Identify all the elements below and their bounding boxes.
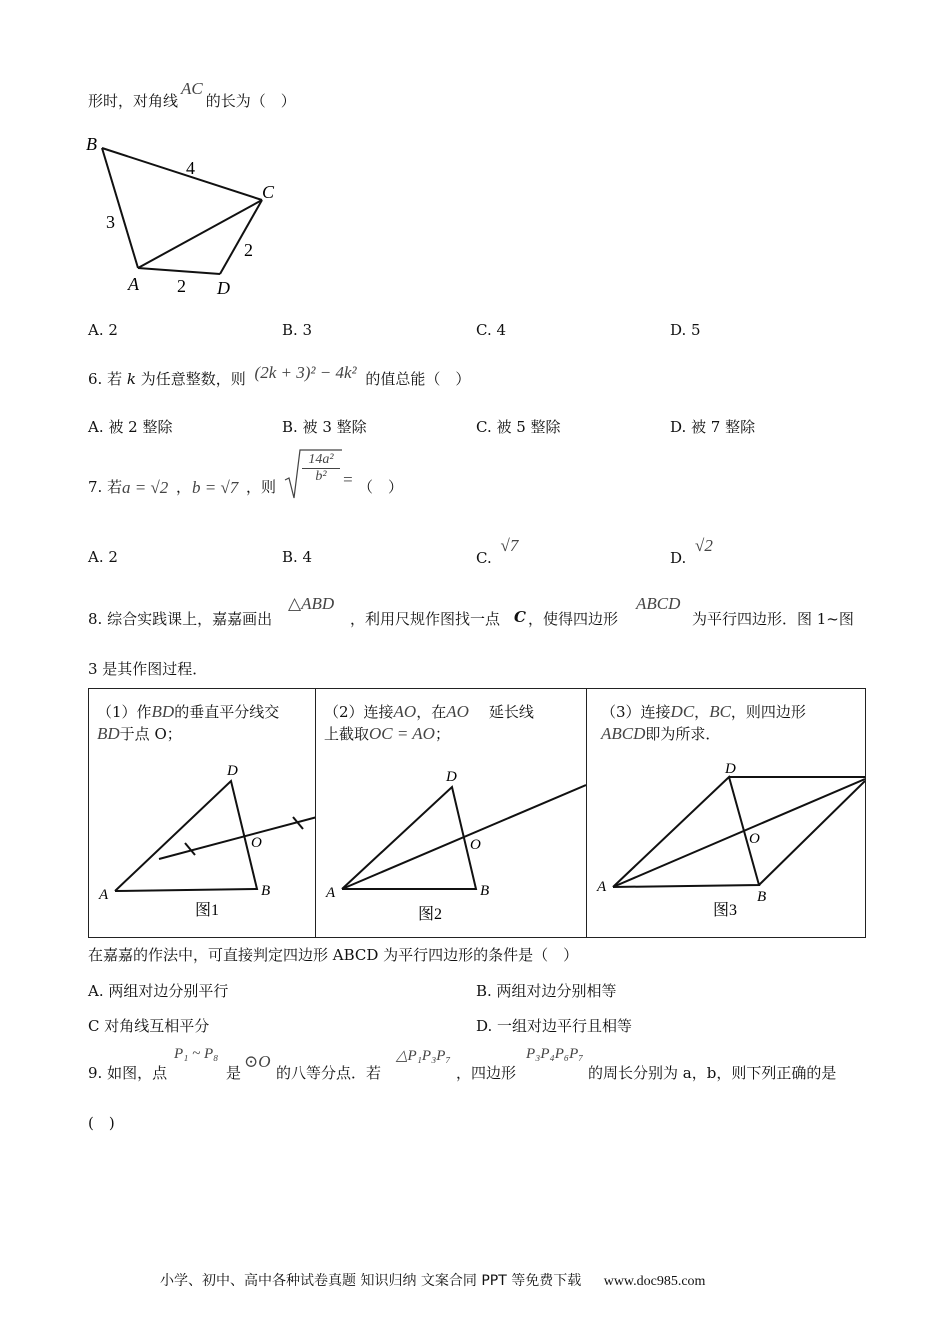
label-c: C [262, 182, 275, 202]
step-3-math-abcd: ABCD [601, 724, 646, 743]
step-2-math-ao-2: AO [446, 702, 469, 721]
q7-fraction-numerator: 14a² [302, 452, 340, 469]
q9-points: P₁ ~ P₈ [174, 1046, 219, 1062]
q6-var-k: k [126, 370, 136, 388]
q7-option-c[interactable] [476, 536, 519, 567]
q8-triangle-abd: △ABD [288, 594, 335, 613]
q5-option-d[interactable]: D. 5 [670, 321, 701, 339]
q9-stem-b: 的八等分点．若 [276, 1064, 382, 1082]
q5-stem-suffix: 的长为（ ） [205, 92, 296, 110]
q8-quad-abcd: ABCD [636, 594, 681, 613]
length-bc: 4 [186, 158, 195, 178]
step-1-cell [89, 689, 316, 938]
step-2-line1 [324, 701, 534, 722]
q7-stem-suffix: （ ） [358, 478, 404, 496]
step-3-math-bc: BC [709, 702, 731, 721]
q6-option-c[interactable]: C. 被 5 整除 [476, 418, 561, 436]
length-cd: 2 [244, 240, 253, 260]
step-2-text-b: ，在 [416, 703, 447, 721]
figure-1 [89, 759, 315, 929]
q9-stem-line2: ( ) [88, 1114, 115, 1132]
q5-option-b[interactable]: B. 3 [282, 321, 313, 339]
q9-triangle: △P₁P₃P₇ [396, 1048, 451, 1064]
step-1-line2 [97, 723, 182, 744]
step-2-text-a: （2）连接 [324, 703, 394, 721]
step-1-math-bd: BD [151, 702, 175, 721]
step-3-text-a: （3）连接 [601, 703, 671, 721]
step-1-text-c: 于点 O； [119, 725, 182, 743]
q7-condition-a: a = √2 [122, 478, 169, 497]
q8-option-a[interactable]: A. 两组对边分别平行 [88, 982, 229, 1000]
q7-stem-prefix: 7. 若 [88, 478, 123, 496]
step-2-text-c: 延长线 [488, 703, 534, 721]
fig2-label-d: D [446, 769, 457, 785]
q7-option-d-value: √2 [695, 536, 713, 555]
step-1-text-a: （1）作 [97, 703, 152, 721]
step-2-math-ao: AO [393, 702, 417, 721]
fig3-label-a: A [597, 879, 607, 895]
step-2-line2 [324, 723, 450, 744]
q8-option-d[interactable]: D. 一组对边平行且相等 [476, 1017, 633, 1035]
q9-stem-prefix: 9. 如图，点 [88, 1064, 168, 1082]
q9-stem-c: ，四边形 [456, 1064, 517, 1082]
q6-option-d[interactable]: D. 被 7 整除 [670, 418, 756, 436]
footer-site-link[interactable]: www.doc985.com [603, 1274, 706, 1289]
q7-stem-middle: ，则 [246, 478, 277, 496]
fig1-label-d: D [227, 763, 238, 779]
step-1-text-b: 的垂直平分线交 [174, 703, 280, 721]
fig2-label-b: B [480, 883, 490, 899]
step-3-line2 [601, 723, 720, 744]
q7-option-d-label: D. [670, 549, 687, 567]
q5-quadrilateral-figure [80, 128, 300, 303]
fig1-label-b: B [261, 883, 271, 899]
triangle-abd-1 [115, 781, 257, 891]
length-ab: 3 [106, 212, 115, 232]
q5-stem [88, 79, 296, 111]
step-3-math-dc: DC [670, 702, 695, 721]
q6-option-b[interactable]: B. 被 3 整除 [282, 418, 367, 436]
q5-stem-math: AC [181, 79, 203, 98]
fig2-label-a: A [326, 885, 336, 901]
figure-1-caption: 图1 [195, 902, 220, 919]
q7-fraction [302, 452, 340, 485]
q9-stem-a: 是 [226, 1064, 242, 1082]
q7-condition-b: b = √7 [192, 478, 239, 497]
length-ad: 2 [177, 276, 186, 296]
step-2-text-d: 上截取 [324, 725, 370, 743]
q6-stem-middle: 为任意整数，则 [140, 370, 246, 388]
fig1-label-a: A [99, 887, 109, 903]
fig3-label-o: O [749, 831, 760, 847]
q8-option-b[interactable]: B. 两组对边分别相等 [476, 982, 617, 1000]
step-3-cell [587, 689, 866, 938]
q9-stem-d: 的周长分别为 a，b，则下列正确的是 [588, 1064, 837, 1082]
q8-option-c[interactable]: C 对角线互相平分 [88, 1017, 210, 1035]
q7-option-c-label: C. [476, 549, 492, 567]
q5-option-c[interactable]: C. 4 [476, 321, 507, 339]
q7-comma: ， [176, 478, 192, 496]
fig3-label-b: B [757, 889, 767, 905]
q6-stem [88, 363, 471, 389]
q7-fraction-denominator: b² [315, 469, 327, 484]
q8-question: 在嘉嘉的作法中，可直接判定四边形 ABCD 为平行四边形的条件是（ ） [88, 946, 579, 964]
step-3-line1 [601, 701, 806, 722]
q8-stem-line1 [88, 596, 868, 626]
step-2-math-oc-ao: OC = AO [369, 724, 435, 743]
q7-option-a[interactable]: A. 2 [88, 548, 118, 566]
q7-equals: = [342, 470, 354, 489]
diagonal-ac-3 [613, 779, 865, 887]
q6-option-a[interactable]: A. 被 2 整除 [88, 418, 173, 436]
step-2-cell [316, 689, 587, 938]
q8-stem-prefix: 8. 综合实践课上，嘉嘉画出 [88, 610, 273, 628]
q7-option-d[interactable] [670, 536, 713, 567]
q6-stem-suffix: 的值总能（ ） [365, 370, 471, 388]
figure-3-caption: 图3 [713, 902, 738, 919]
q5-option-a[interactable]: A. 2 [88, 321, 118, 339]
label-a: A [128, 274, 139, 294]
footer [160, 1270, 705, 1290]
q5-stem-prefix: 形时，对角线 [88, 92, 179, 110]
perpendicular-bisector [159, 817, 315, 859]
edge-ad [138, 268, 220, 274]
step-3-text-c: ，则四边形 [730, 703, 806, 721]
label-b: B [86, 134, 97, 154]
q8-stem-middle2: ，使得四边形 [528, 610, 619, 628]
q8-stem-suffix: 为平行四边形．图 1~图 [692, 610, 854, 628]
q8-stem-middle: ，利用尺规作图找一点 [350, 610, 501, 628]
q6-stem-prefix: 6. 若 [88, 370, 123, 388]
label-d: D [217, 278, 230, 298]
fig2-label-o: O [470, 837, 481, 853]
step-3-text-b: ， [694, 703, 710, 721]
q8-construction-steps-table [88, 688, 866, 938]
figure-3 [587, 759, 865, 929]
figure-2-caption: 图2 [418, 906, 443, 923]
step-1-math-bd-2: BD [97, 724, 120, 743]
q9-quadrilateral: P₃P₄P₆P₇ [526, 1046, 584, 1062]
q6-expression: (2k + 3)² − 4k² [254, 363, 357, 382]
q9-circle-o: ⊙O [244, 1052, 271, 1071]
q9-stem-line1 [88, 1046, 868, 1086]
fig3-label-d: D [725, 761, 736, 777]
q8-point-c: C [514, 608, 526, 626]
triangle-abd-2 [342, 787, 476, 889]
figure-2 [316, 759, 586, 929]
step-3-text-d: 即为所求． [645, 725, 721, 743]
q7-option-b[interactable]: B. 4 [282, 548, 313, 566]
edge-bc [102, 148, 262, 200]
side-bc [759, 781, 865, 885]
step-1-line1 [97, 701, 279, 722]
step-2-text-e: ； [434, 725, 450, 743]
footer-text: 小学、初中、高中各种试卷真题 知识归纳 文案合同 PPT 等免费下载 [160, 1273, 582, 1289]
triangle-abd-3 [613, 777, 759, 887]
fig1-label-o: O [251, 835, 262, 851]
q8-stem-line2: 3 是其作图过程． [88, 660, 208, 678]
line-ao-extended [342, 785, 586, 889]
q7-option-c-value: √7 [500, 536, 519, 555]
edge-ab [102, 148, 138, 268]
